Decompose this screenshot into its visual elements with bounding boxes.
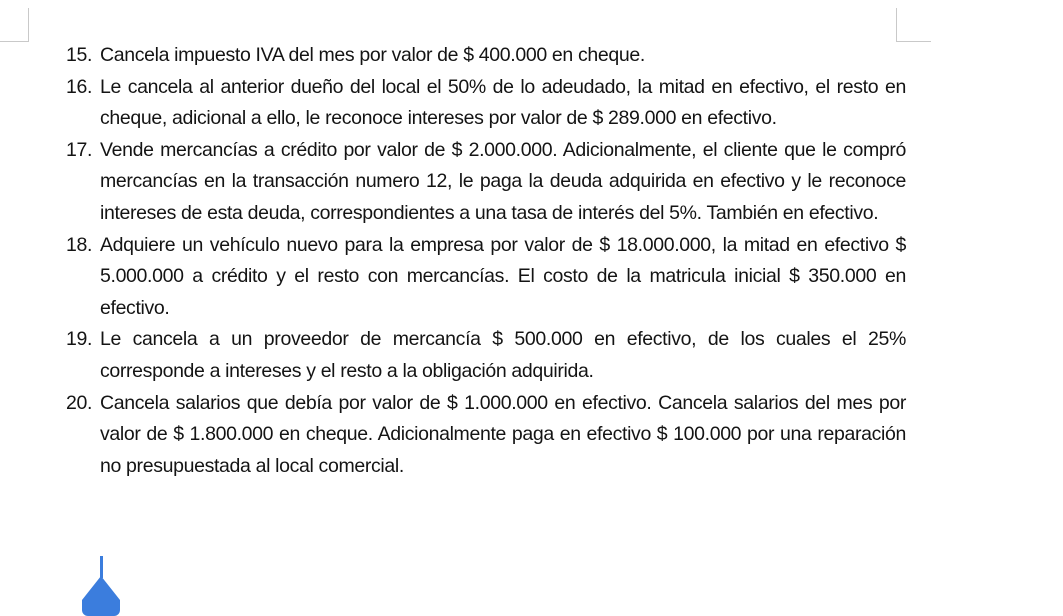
item-text: Le cancela al anterior dueño del local el 50% de lo adeudado, la mitad en efectivo, el resto en cheque, adicional a ello, le reconoce intereses por valor de $ 289.000 en efectivo. <box>100 75 906 130</box>
item-number: 19. <box>66 328 93 351</box>
selection-handle-icon[interactable] <box>82 576 120 616</box>
page-corner-top-left <box>0 8 29 42</box>
list-item <box>66 388 906 483</box>
item-text: Cancela salarios que debía por valor de $ 1.000.000 en efectivo. Cancela salarios del mes por valor de $ 1.800.000 en cheque. Adicionalmente paga en efectivo $ 100.000 por una reparación no presupuestada al local comercial. <box>100 391 906 477</box>
item-text: Vende mercancías a crédito por valor de $ 2.000.000. Adicionalmente, el cliente que le compró mercancías en la transacción numero 12, le paga la deuda adquirida en efectivo y le reconoce intereses de esta deuda, correspondientes a una tasa de interés del 5%. También en efectivo. <box>100 138 906 224</box>
item-number: 15. <box>66 44 93 66</box>
list-item <box>66 72 906 135</box>
item-number: 20. <box>66 391 93 414</box>
document-list <box>66 40 906 482</box>
item-text: Le cancela a un proveedor de mercancía $ 500.000 en efectivo, de los cuales el 25% corresponde a intereses y el resto a la obligación adquirida. <box>100 328 906 382</box>
item-text: Cancela impuesto IVA del mes por valor de $ 400.000 en cheque. <box>100 44 645 66</box>
item-text: Adquiere un vehículo nuevo para la empresa por valor de $ 18.000.000, la mitad en efectivo $ 5.000.000 a crédito y el resto con mercancías. El costo de la matricula inicial $ 350.000 en efectivo. <box>100 233 906 319</box>
item-number: 16. <box>66 75 93 98</box>
item-number: 18. <box>66 233 93 256</box>
list-item <box>66 40 906 72</box>
text-cursor[interactable] <box>100 556 103 578</box>
page-corner-top-right <box>896 8 931 42</box>
list-item <box>66 230 906 325</box>
list-item <box>66 324 906 387</box>
list-item <box>66 135 906 230</box>
item-number: 17. <box>66 138 93 161</box>
